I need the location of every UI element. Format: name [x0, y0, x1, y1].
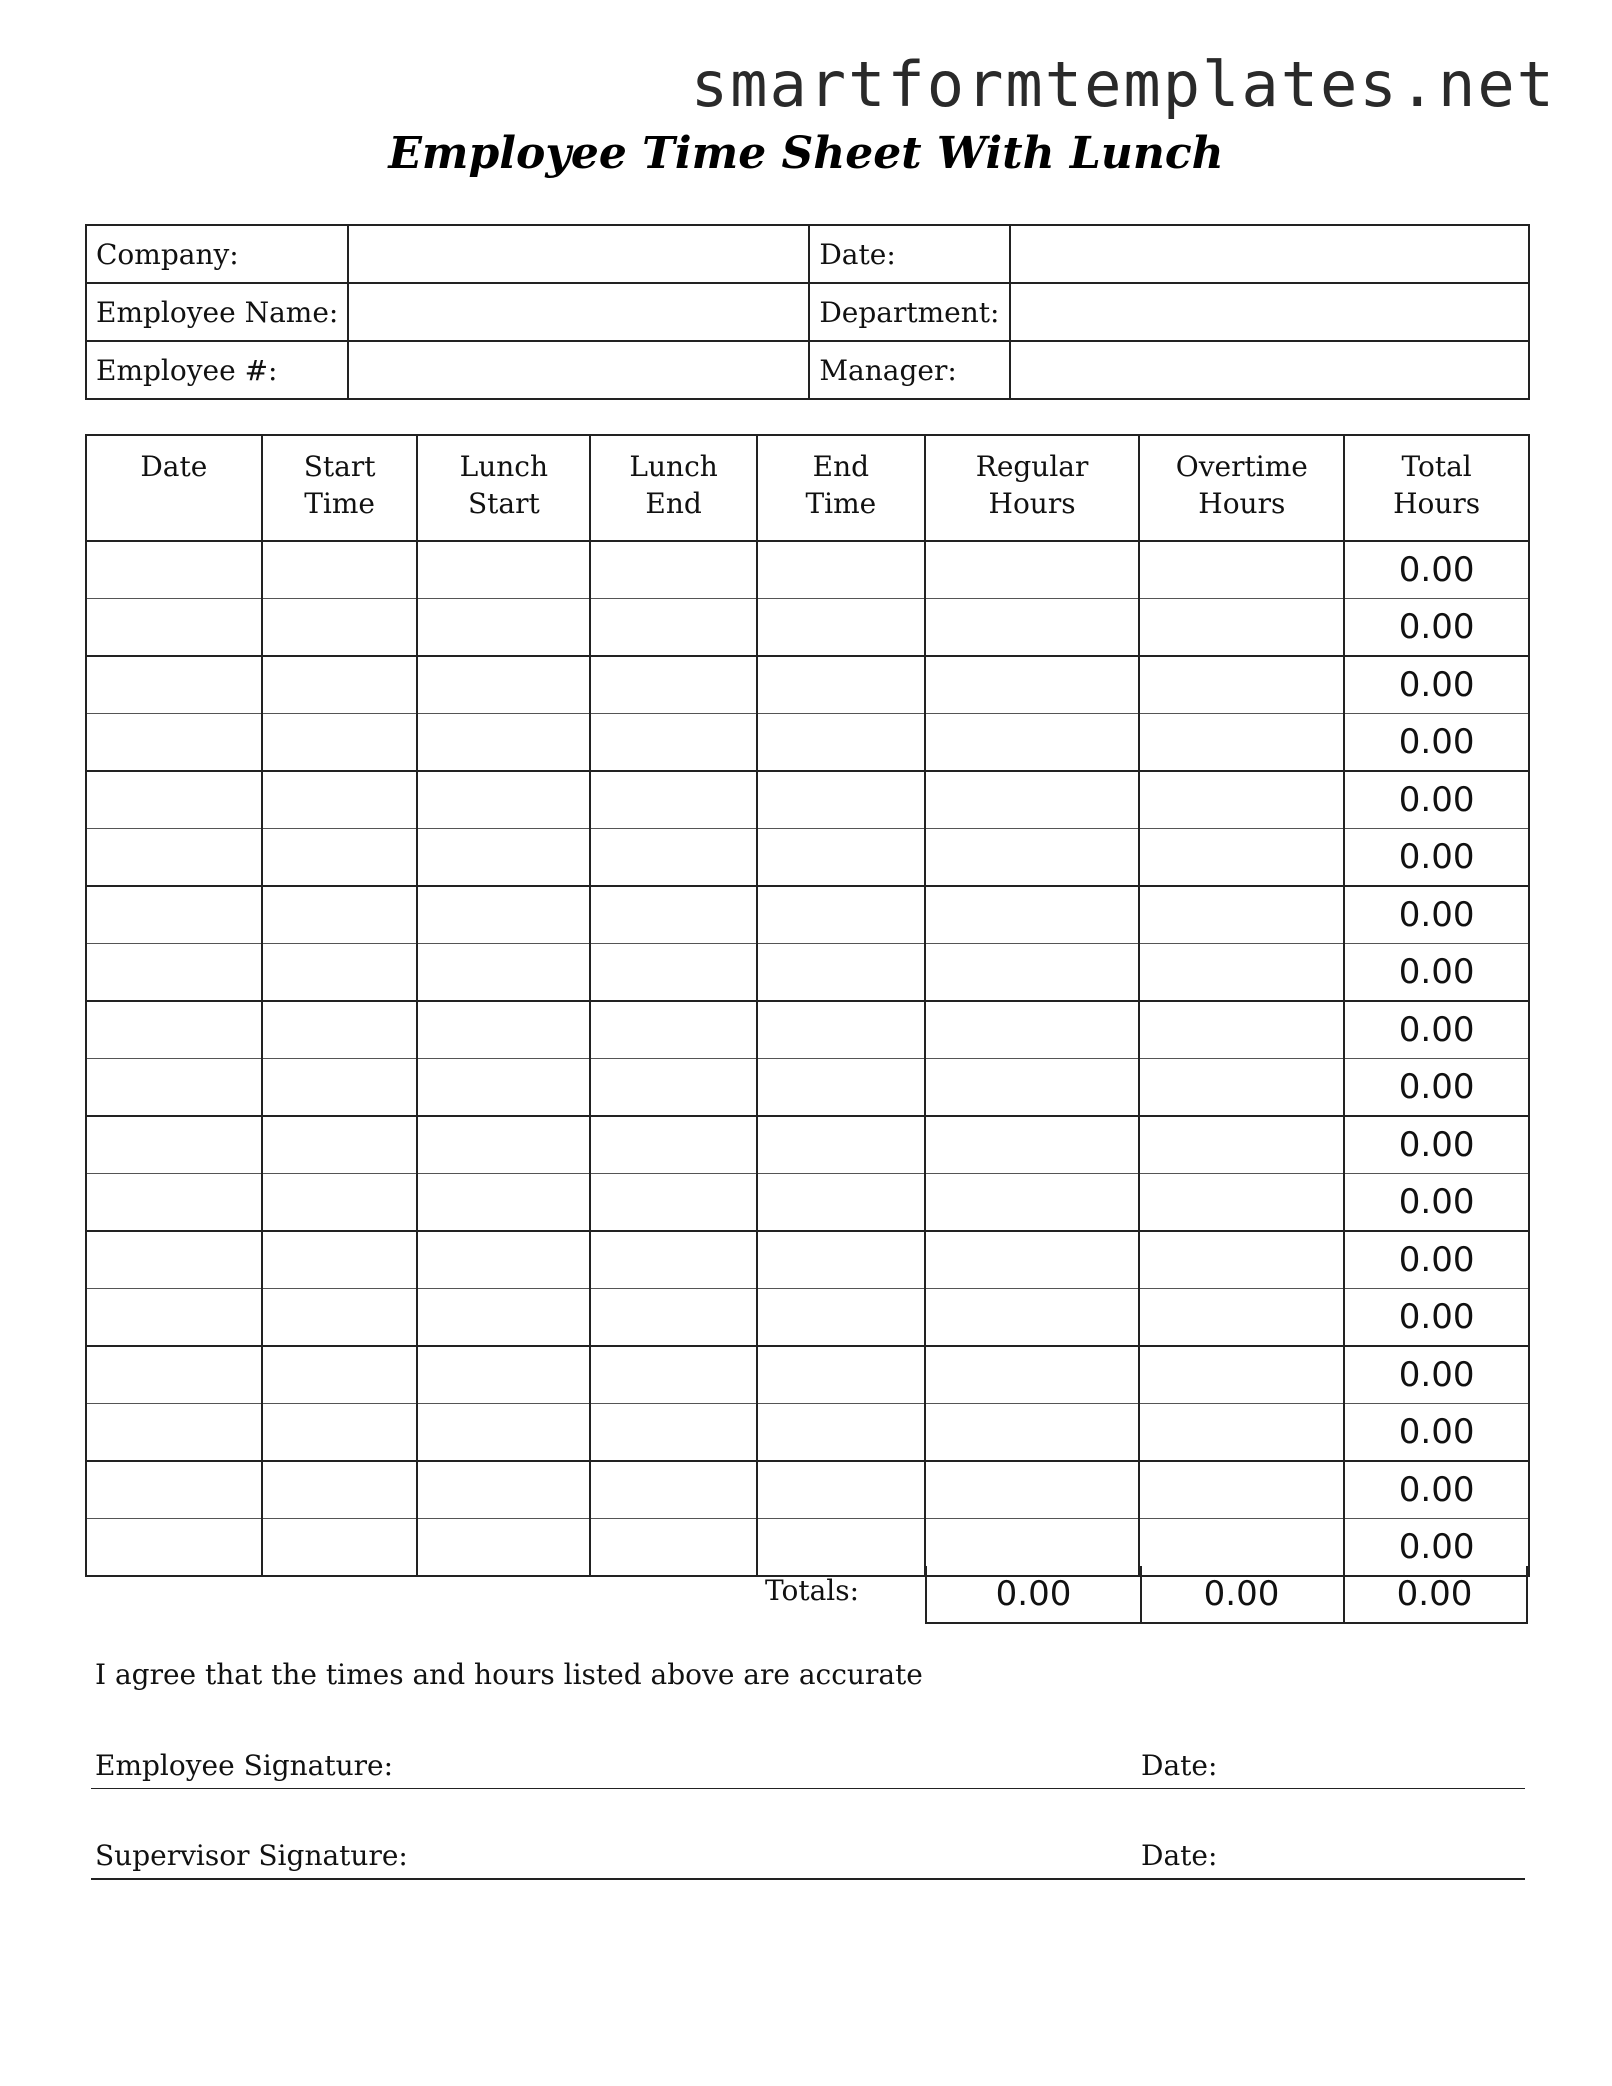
regular-hours-cell[interactable] — [925, 1231, 1140, 1289]
totals-label: Totals: — [765, 1574, 860, 1607]
overtime-hours-cell[interactable] — [1139, 1174, 1344, 1232]
overtime-hours-cell[interactable] — [1139, 944, 1344, 1002]
watermark: smartformtemplates.net — [690, 48, 1556, 121]
regular-hours-cell[interactable] — [925, 714, 1140, 772]
lunch-end-cell[interactable] — [590, 1174, 757, 1232]
employee-number-field[interactable] — [348, 341, 809, 399]
date-cell[interactable] — [86, 1001, 262, 1059]
total-hours-cell: 0.00 — [1344, 1059, 1529, 1117]
info-row — [86, 225, 1529, 283]
table-row — [86, 1116, 1529, 1174]
start-time-cell[interactable] — [262, 886, 418, 944]
date-cell[interactable] — [86, 829, 262, 887]
totals-row — [85, 1566, 1530, 1624]
start-time-cell[interactable] — [262, 829, 418, 887]
overtime-hours-cell[interactable] — [1139, 656, 1344, 714]
end-time-cell[interactable] — [757, 1059, 925, 1117]
regular-hours-cell[interactable] — [925, 541, 1140, 599]
end-time-cell[interactable] — [757, 829, 925, 887]
column-header-lunch-end: Lunch End — [590, 435, 757, 541]
table-row — [86, 771, 1529, 829]
date-cell[interactable] — [86, 599, 262, 657]
start-time-cell[interactable] — [262, 771, 418, 829]
lunch-start-cell[interactable] — [417, 1231, 590, 1289]
lunch-start-cell[interactable] — [417, 541, 590, 599]
total-hours-cell: 0.00 — [1344, 1461, 1529, 1519]
end-time-cell[interactable] — [757, 714, 925, 772]
regular-hours-cell[interactable] — [925, 1174, 1140, 1232]
overtime-hours-cell[interactable] — [1139, 1404, 1344, 1462]
date-label: Date: — [809, 225, 1010, 283]
column-header-lunch-start: Lunch Start — [417, 435, 590, 541]
start-time-cell[interactable] — [262, 1174, 418, 1232]
regular-hours-cell[interactable] — [925, 771, 1140, 829]
overtime-hours-cell[interactable] — [1139, 771, 1344, 829]
table-row — [86, 829, 1529, 887]
date-cell[interactable] — [86, 1174, 262, 1232]
start-time-cell[interactable] — [262, 1346, 418, 1404]
employee-number-label: Employee #: — [86, 341, 348, 399]
column-header-start-time: Start Time — [262, 435, 418, 541]
start-time-cell[interactable] — [262, 541, 418, 599]
regular-hours-cell[interactable] — [925, 944, 1140, 1002]
lunch-start-cell[interactable] — [417, 1346, 590, 1404]
lunch-start-cell[interactable] — [417, 1116, 590, 1174]
column-header-overtime-hours: Overtime Hours — [1139, 435, 1344, 541]
lunch-start-cell[interactable] — [417, 1461, 590, 1519]
regular-hours-cell[interactable] — [925, 1346, 1140, 1404]
total-hours-cell: 0.00 — [1344, 1174, 1529, 1232]
overtime-hours-cell[interactable] — [1139, 1116, 1344, 1174]
lunch-end-cell[interactable] — [590, 1404, 757, 1462]
total-hours-cell: 0.00 — [1344, 541, 1529, 599]
lunch-start-cell[interactable] — [417, 599, 590, 657]
total-hours-cell: 0.00 — [1344, 1231, 1529, 1289]
total-hours-cell: 0.00 — [1344, 771, 1529, 829]
column-header-end-time: End Time — [757, 435, 925, 541]
date-cell[interactable] — [86, 714, 262, 772]
start-time-cell[interactable] — [262, 714, 418, 772]
start-time-cell[interactable] — [262, 944, 418, 1002]
table-row — [86, 1174, 1529, 1232]
total-hours-cell: 0.00 — [1344, 714, 1529, 772]
total-hours-cell: 0.00 — [1344, 1519, 1529, 1577]
end-time-cell[interactable] — [757, 541, 925, 599]
lunch-end-cell[interactable] — [590, 714, 757, 772]
date-cell[interactable] — [86, 944, 262, 1002]
end-time-cell[interactable] — [757, 1289, 925, 1347]
date-field[interactable] — [1010, 225, 1529, 283]
overtime-hours-cell[interactable] — [1139, 1001, 1344, 1059]
total-hours-cell: 0.00 — [1344, 944, 1529, 1002]
table-header-row — [86, 435, 1529, 541]
regular-hours-cell[interactable] — [925, 1001, 1140, 1059]
lunch-end-cell[interactable] — [590, 541, 757, 599]
lunch-start-cell[interactable] — [417, 714, 590, 772]
date-cell[interactable] — [86, 1289, 262, 1347]
lunch-end-cell[interactable] — [590, 1116, 757, 1174]
total-hours-cell: 0.00 — [1344, 1346, 1529, 1404]
lunch-start-cell[interactable] — [417, 656, 590, 714]
start-time-cell[interactable] — [262, 599, 418, 657]
regular-hours-cell[interactable] — [925, 1461, 1140, 1519]
start-time-cell[interactable] — [262, 1289, 418, 1347]
date-cell[interactable] — [86, 1116, 262, 1174]
time-log-table — [85, 434, 1530, 1577]
regular-hours-cell[interactable] — [925, 886, 1140, 944]
total-hours-cell: 0.00 — [1344, 656, 1529, 714]
employee-info-table — [85, 224, 1530, 400]
lunch-end-cell[interactable] — [590, 944, 757, 1002]
lunch-start-cell[interactable] — [417, 771, 590, 829]
department-field[interactable] — [1010, 283, 1529, 341]
supervisor-signature-line[interactable] — [91, 1838, 1525, 1880]
total-hours-cell: 0.00 — [1344, 886, 1529, 944]
employee-signature-date-label: Date: — [1141, 1749, 1218, 1782]
company-label: Company: — [86, 225, 348, 283]
date-cell[interactable] — [86, 771, 262, 829]
employee-name-field[interactable] — [348, 283, 809, 341]
regular-hours-cell[interactable] — [925, 1404, 1140, 1462]
table-row — [86, 1404, 1529, 1462]
lunch-end-cell[interactable] — [590, 771, 757, 829]
overtime-hours-cell[interactable] — [1139, 1461, 1344, 1519]
overtime-hours-cell[interactable] — [1139, 541, 1344, 599]
date-cell[interactable] — [86, 1231, 262, 1289]
end-time-cell[interactable] — [757, 599, 925, 657]
regular-hours-cell[interactable] — [925, 599, 1140, 657]
overtime-hours-cell[interactable] — [1139, 1346, 1344, 1404]
employee-signature-line[interactable] — [91, 1748, 1525, 1789]
table-row — [86, 656, 1529, 714]
overtime-hours-cell[interactable] — [1139, 1289, 1344, 1347]
lunch-end-cell[interactable] — [590, 656, 757, 714]
lunch-start-cell[interactable] — [417, 1404, 590, 1462]
lunch-end-cell[interactable] — [590, 1231, 757, 1289]
manager-field[interactable] — [1010, 341, 1529, 399]
table-row — [86, 1231, 1529, 1289]
date-cell[interactable] — [86, 1404, 262, 1462]
lunch-start-cell[interactable] — [417, 944, 590, 1002]
total-hours-cell: 0.00 — [1344, 1001, 1529, 1059]
info-row — [86, 341, 1529, 399]
end-time-cell[interactable] — [757, 656, 925, 714]
column-header-total-hours: Total Hours — [1344, 435, 1529, 541]
table-row — [86, 1461, 1529, 1519]
table-row — [86, 714, 1529, 772]
regular-hours-total: 0.00 — [925, 1566, 1142, 1624]
overtime-hours-cell[interactable] — [1139, 829, 1344, 887]
date-cell[interactable] — [86, 541, 262, 599]
end-time-cell[interactable] — [757, 1404, 925, 1462]
regular-hours-cell[interactable] — [925, 656, 1140, 714]
table-row — [86, 1001, 1529, 1059]
start-time-cell[interactable] — [262, 1116, 418, 1174]
table-row — [86, 1346, 1529, 1404]
lunch-start-cell[interactable] — [417, 1001, 590, 1059]
lunch-end-cell[interactable] — [590, 1059, 757, 1117]
start-time-cell[interactable] — [262, 1001, 418, 1059]
manager-label: Manager: — [809, 341, 1010, 399]
lunch-end-cell[interactable] — [590, 1289, 757, 1347]
table-row — [86, 1289, 1529, 1347]
end-time-cell[interactable] — [757, 944, 925, 1002]
date-cell[interactable] — [86, 656, 262, 714]
regular-hours-cell[interactable] — [925, 1289, 1140, 1347]
date-cell[interactable] — [86, 1059, 262, 1117]
total-hours-cell: 0.00 — [1344, 1404, 1529, 1462]
end-time-cell[interactable] — [757, 1231, 925, 1289]
lunch-start-cell[interactable] — [417, 1289, 590, 1347]
column-header-date: Date — [86, 435, 262, 541]
end-time-cell[interactable] — [757, 1116, 925, 1174]
info-row — [86, 283, 1529, 341]
grand-total-hours: 0.00 — [1343, 1566, 1528, 1624]
employee-name-label: Employee Name: — [86, 283, 348, 341]
overtime-hours-cell[interactable] — [1139, 1059, 1344, 1117]
regular-hours-cell[interactable] — [925, 829, 1140, 887]
total-hours-cell: 0.00 — [1344, 829, 1529, 887]
department-label: Department: — [809, 283, 1010, 341]
end-time-cell[interactable] — [757, 1001, 925, 1059]
overtime-hours-cell[interactable] — [1139, 1231, 1344, 1289]
table-row — [86, 599, 1529, 657]
supervisor-signature-label: Supervisor Signature: — [95, 1839, 408, 1872]
overtime-hours-cell[interactable] — [1139, 714, 1344, 772]
overtime-hours-total: 0.00 — [1140, 1566, 1345, 1624]
end-time-cell[interactable] — [757, 886, 925, 944]
page-title: Employee Time Sheet With Lunch — [388, 128, 1224, 179]
lunch-start-cell[interactable] — [417, 886, 590, 944]
date-cell[interactable] — [86, 886, 262, 944]
total-hours-cell: 0.00 — [1344, 1116, 1529, 1174]
company-field[interactable] — [348, 225, 809, 283]
table-row — [86, 541, 1529, 599]
lunch-start-cell[interactable] — [417, 1174, 590, 1232]
column-header-regular-hours: Regular Hours — [925, 435, 1140, 541]
lunch-end-cell[interactable] — [590, 829, 757, 887]
start-time-cell[interactable] — [262, 1404, 418, 1462]
lunch-end-cell[interactable] — [590, 599, 757, 657]
overtime-hours-cell[interactable] — [1139, 886, 1344, 944]
start-time-cell[interactable] — [262, 656, 418, 714]
start-time-cell[interactable] — [262, 1231, 418, 1289]
table-row — [86, 886, 1529, 944]
end-time-cell[interactable] — [757, 771, 925, 829]
total-hours-cell: 0.00 — [1344, 599, 1529, 657]
lunch-end-cell[interactable] — [590, 1461, 757, 1519]
lunch-start-cell[interactable] — [417, 1059, 590, 1117]
regular-hours-cell[interactable] — [925, 1116, 1140, 1174]
agreement-statement: I agree that the times and hours listed above are accurate — [95, 1658, 923, 1691]
lunch-end-cell[interactable] — [590, 1346, 757, 1404]
supervisor-signature-date-label: Date: — [1141, 1839, 1218, 1872]
end-time-cell[interactable] — [757, 1461, 925, 1519]
total-hours-cell: 0.00 — [1344, 1289, 1529, 1347]
table-row — [86, 944, 1529, 1002]
start-time-cell[interactable] — [262, 1461, 418, 1519]
end-time-cell[interactable] — [757, 1346, 925, 1404]
employee-signature-label: Employee Signature: — [95, 1749, 394, 1782]
regular-hours-cell[interactable] — [925, 1059, 1140, 1117]
table-row — [86, 1059, 1529, 1117]
start-time-cell[interactable] — [262, 1059, 418, 1117]
lunch-start-cell[interactable] — [417, 829, 590, 887]
lunch-end-cell[interactable] — [590, 1001, 757, 1059]
date-cell[interactable] — [86, 1461, 262, 1519]
end-time-cell[interactable] — [757, 1174, 925, 1232]
date-cell[interactable] — [86, 1346, 262, 1404]
overtime-hours-cell[interactable] — [1139, 599, 1344, 657]
lunch-end-cell[interactable] — [590, 886, 757, 944]
